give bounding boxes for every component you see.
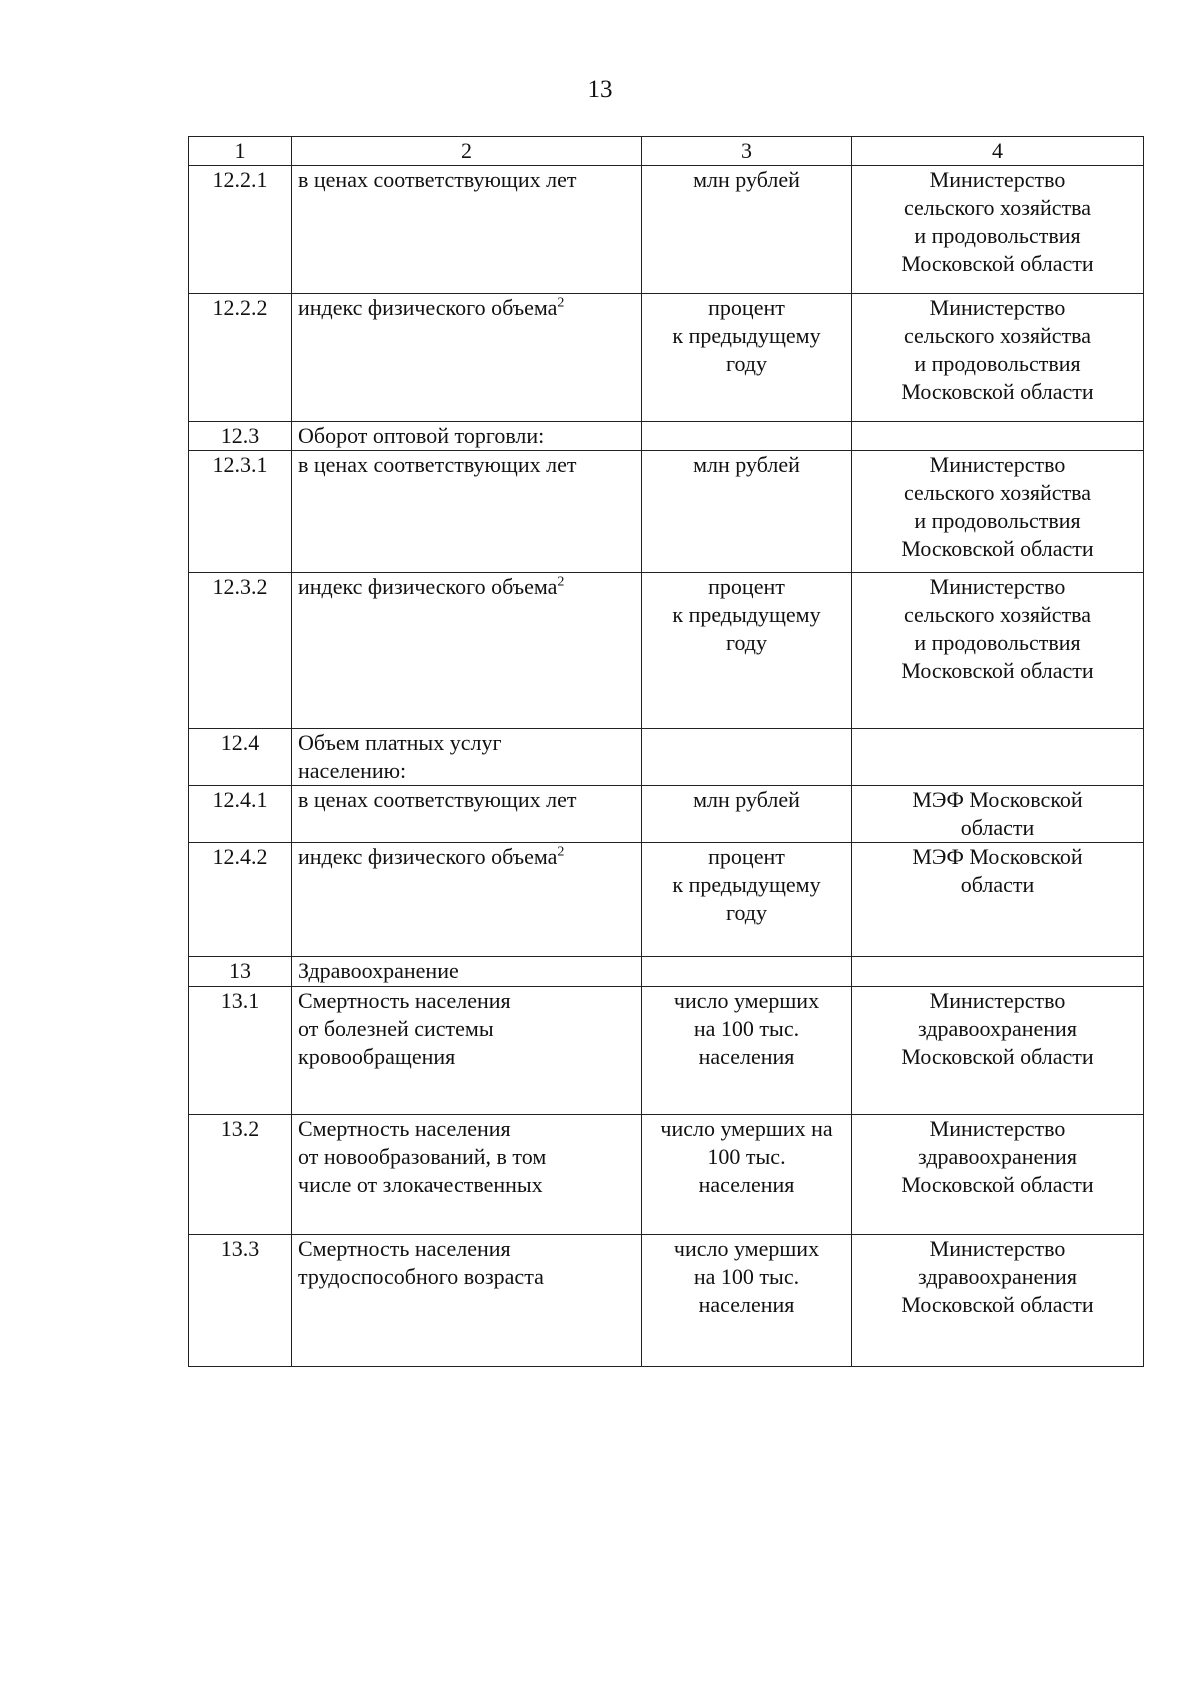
footnote-marker: 2 <box>557 844 565 860</box>
table-row <box>189 1235 1144 1367</box>
row-number-text: 12.4.1 <box>212 787 268 812</box>
responsible-organization <box>852 957 1144 987</box>
footnote-marker: 2 <box>557 574 565 590</box>
indicator-name-text: Оборот оптовой торговли: <box>298 423 545 448</box>
column-header-1: 1 <box>189 137 292 166</box>
indicator-name-text: в ценах соответствующих лет <box>298 167 577 192</box>
row-number <box>189 1115 292 1235</box>
row-number <box>189 294 292 422</box>
indicator-name-text: индекс физического объема <box>298 844 558 869</box>
indicator-name <box>292 573 642 729</box>
row-number <box>189 729 292 786</box>
indicator-name-text: в ценах соответствующих лет <box>298 787 577 812</box>
organization-text: МЭФ Московской области <box>912 844 1083 897</box>
responsible-organization <box>852 451 1144 573</box>
table-row <box>189 166 1144 294</box>
row-number-text: 12.4 <box>220 730 260 755</box>
unit-text: млн рублей <box>693 452 800 477</box>
indicator-name-text: индекс физического объема <box>298 574 558 599</box>
organization-text: Министерство сельского хозяйства и продовольствия Московской области <box>901 167 1094 276</box>
row-number-text: 12.3.1 <box>212 452 268 477</box>
indicator-name <box>292 1235 642 1367</box>
table-row <box>189 451 1144 573</box>
unit-text: число умерших на 100 тыс. населения <box>673 1236 820 1317</box>
table-row <box>189 573 1144 729</box>
responsible-organization <box>852 1235 1144 1367</box>
unit-of-measure <box>642 1235 852 1367</box>
row-number-text: 13.3 <box>220 1236 260 1261</box>
indicators-table <box>188 136 1144 1367</box>
indicator-name-text: Смертность населения трудоспособного возраста <box>298 1236 544 1289</box>
unit-text: процент к предыдущему году <box>672 574 821 655</box>
organization-text: Министерство сельского хозяйства и продовольствия Московской области <box>901 452 1094 561</box>
indicator-name-text: в ценах соответствующих лет <box>298 452 577 477</box>
unit-of-measure <box>642 451 852 573</box>
unit-of-measure <box>642 294 852 422</box>
indicator-name <box>292 294 642 422</box>
unit-of-measure <box>642 166 852 294</box>
organization-text: Министерство здравоохранения Московской области <box>901 988 1094 1069</box>
row-number <box>189 422 292 451</box>
unit-of-measure <box>642 1115 852 1235</box>
indicator-name <box>292 422 642 451</box>
unit-of-measure <box>642 987 852 1115</box>
unit-text: млн рублей <box>693 167 800 192</box>
organization-text: МЭФ Московской области <box>912 787 1083 840</box>
row-number <box>189 166 292 294</box>
column-header-2: 2 <box>292 137 642 166</box>
row-number <box>189 957 292 987</box>
table-row <box>189 957 1144 987</box>
row-number-text: 13.2 <box>220 1116 260 1141</box>
footnote-marker: 2 <box>557 295 565 311</box>
row-number <box>189 843 292 957</box>
table-header-row <box>189 137 1144 166</box>
row-number-text: 12.3 <box>220 423 260 448</box>
responsible-organization <box>852 166 1144 294</box>
responsible-organization <box>852 987 1144 1115</box>
responsible-organization <box>852 843 1144 957</box>
unit-text: число умерших на 100 тыс. населения <box>660 1116 833 1197</box>
indicator-name-text: индекс физического объема <box>298 295 558 320</box>
responsible-organization <box>852 729 1144 786</box>
organization-text: Министерство здравоохранения Московской области <box>901 1116 1094 1197</box>
responsible-organization <box>852 1115 1144 1235</box>
indicator-name <box>292 451 642 573</box>
row-number <box>189 786 292 843</box>
indicator-name-text: Объем платных услуг населению: <box>298 730 502 783</box>
indicator-name <box>292 843 642 957</box>
unit-of-measure <box>642 843 852 957</box>
row-number <box>189 987 292 1115</box>
indicator-name-text: Смертность населения от новообразований, в том числе от злокачественных <box>298 1116 547 1197</box>
organization-text: Министерство сельского хозяйства и продовольствия Московской области <box>901 295 1094 404</box>
table-row <box>189 987 1144 1115</box>
unit-text: млн рублей <box>693 787 800 812</box>
row-number-text: 12.2.2 <box>212 295 268 320</box>
table-row <box>189 843 1144 957</box>
table-row <box>189 294 1144 422</box>
indicator-name-text: Смертность населения от болезней системы кровообращения <box>298 988 511 1069</box>
row-number <box>189 451 292 573</box>
table-row <box>189 422 1144 451</box>
unit-text: процент к предыдущему году <box>672 295 821 376</box>
unit-text: число умерших на 100 тыс. населения <box>673 988 820 1069</box>
row-number <box>189 1235 292 1367</box>
row-number-text: 12.2.1 <box>212 167 268 192</box>
row-number-text: 13 <box>229 958 251 983</box>
responsible-organization <box>852 422 1144 451</box>
column-header-3: 3 <box>642 137 852 166</box>
column-header-4: 4 <box>852 137 1144 166</box>
indicator-name <box>292 987 642 1115</box>
unit-of-measure <box>642 573 852 729</box>
indicator-name <box>292 729 642 786</box>
indicator-name <box>292 957 642 987</box>
unit-of-measure <box>642 422 852 451</box>
table-row <box>189 729 1144 786</box>
indicator-name <box>292 1115 642 1235</box>
responsible-organization <box>852 573 1144 729</box>
table-row <box>189 786 1144 843</box>
row-number-text: 12.3.2 <box>212 574 268 599</box>
table-row <box>189 1115 1144 1235</box>
page-number: 13 <box>587 76 613 103</box>
organization-text: Министерство здравоохранения Московской области <box>901 1236 1094 1317</box>
row-number <box>189 573 292 729</box>
unit-of-measure <box>642 957 852 987</box>
organization-text: Министерство сельского хозяйства и продовольствия Московской области <box>901 574 1094 683</box>
responsible-organization <box>852 294 1144 422</box>
unit-text: процент к предыдущему году <box>672 844 821 925</box>
row-number-text: 12.4.2 <box>212 844 268 869</box>
unit-of-measure <box>642 786 852 843</box>
unit-of-measure <box>642 729 852 786</box>
indicator-name-text: Здравоохранение <box>298 958 459 983</box>
indicator-name <box>292 166 642 294</box>
row-number-text: 13.1 <box>220 988 260 1013</box>
indicator-name <box>292 786 642 843</box>
responsible-organization <box>852 786 1144 843</box>
